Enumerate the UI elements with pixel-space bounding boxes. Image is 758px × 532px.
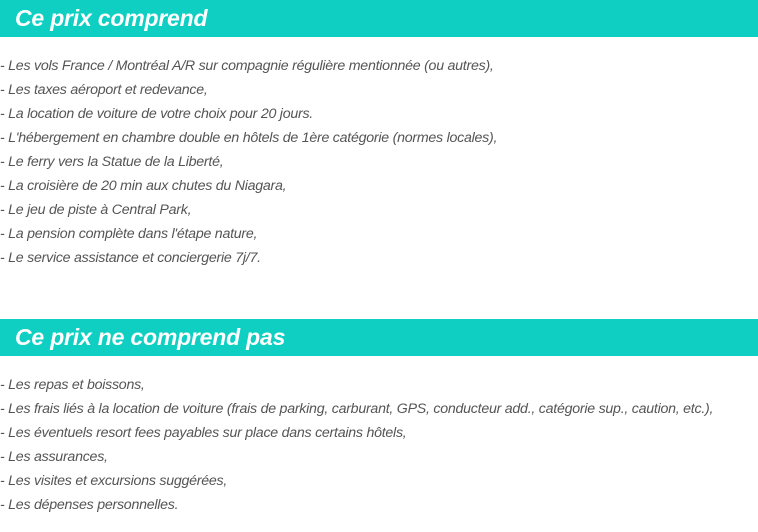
list-item: - La croisière de 20 min aux chutes du Niagara,	[0, 178, 287, 194]
list-item: - Les vols France / Montréal A/R sur compagnie régulière mentionnée (ou autres),	[0, 58, 494, 74]
list-item: - Les taxes aéroport et redevance,	[0, 82, 208, 98]
list-item: - La location de voiture de votre choix pour 20 jours.	[0, 106, 313, 122]
list-item: - Les dépenses personnelles.	[0, 497, 179, 513]
list-item: - Les visites et excursions suggérées,	[0, 473, 228, 489]
list-item: - Les repas et boissons,	[0, 377, 145, 393]
list-item: - Les assurances,	[0, 449, 108, 465]
list-item: - Le ferry vers la Statue de la Liberté,	[0, 154, 224, 170]
list-item: - Le service assistance et conciergerie 7j/7.	[0, 250, 261, 266]
list-item: - Le jeu de piste à Central Park,	[0, 202, 192, 218]
excluded-items-list	[0, 373, 713, 517]
list-item: - L'hébergement en chambre double en hôtels de 1ère catégorie (normes locales),	[0, 130, 498, 146]
list-item: - La pension complète dans l'étape nature,	[0, 226, 258, 242]
included-section-header	[0, 0, 758, 37]
included-section-title: Ce prix comprend	[15, 5, 208, 31]
included-items-list	[0, 54, 497, 270]
excluded-section-header	[0, 319, 758, 356]
list-item: - Les éventuels resort fees payables sur place dans certains hôtels,	[0, 425, 407, 441]
list-item: - Les frais liés à la location de voiture (frais de parking, carburant, GPS, conducteur add., catégorie sup., caution, etc.),	[0, 401, 714, 417]
excluded-section-title: Ce prix ne comprend pas	[15, 324, 286, 350]
